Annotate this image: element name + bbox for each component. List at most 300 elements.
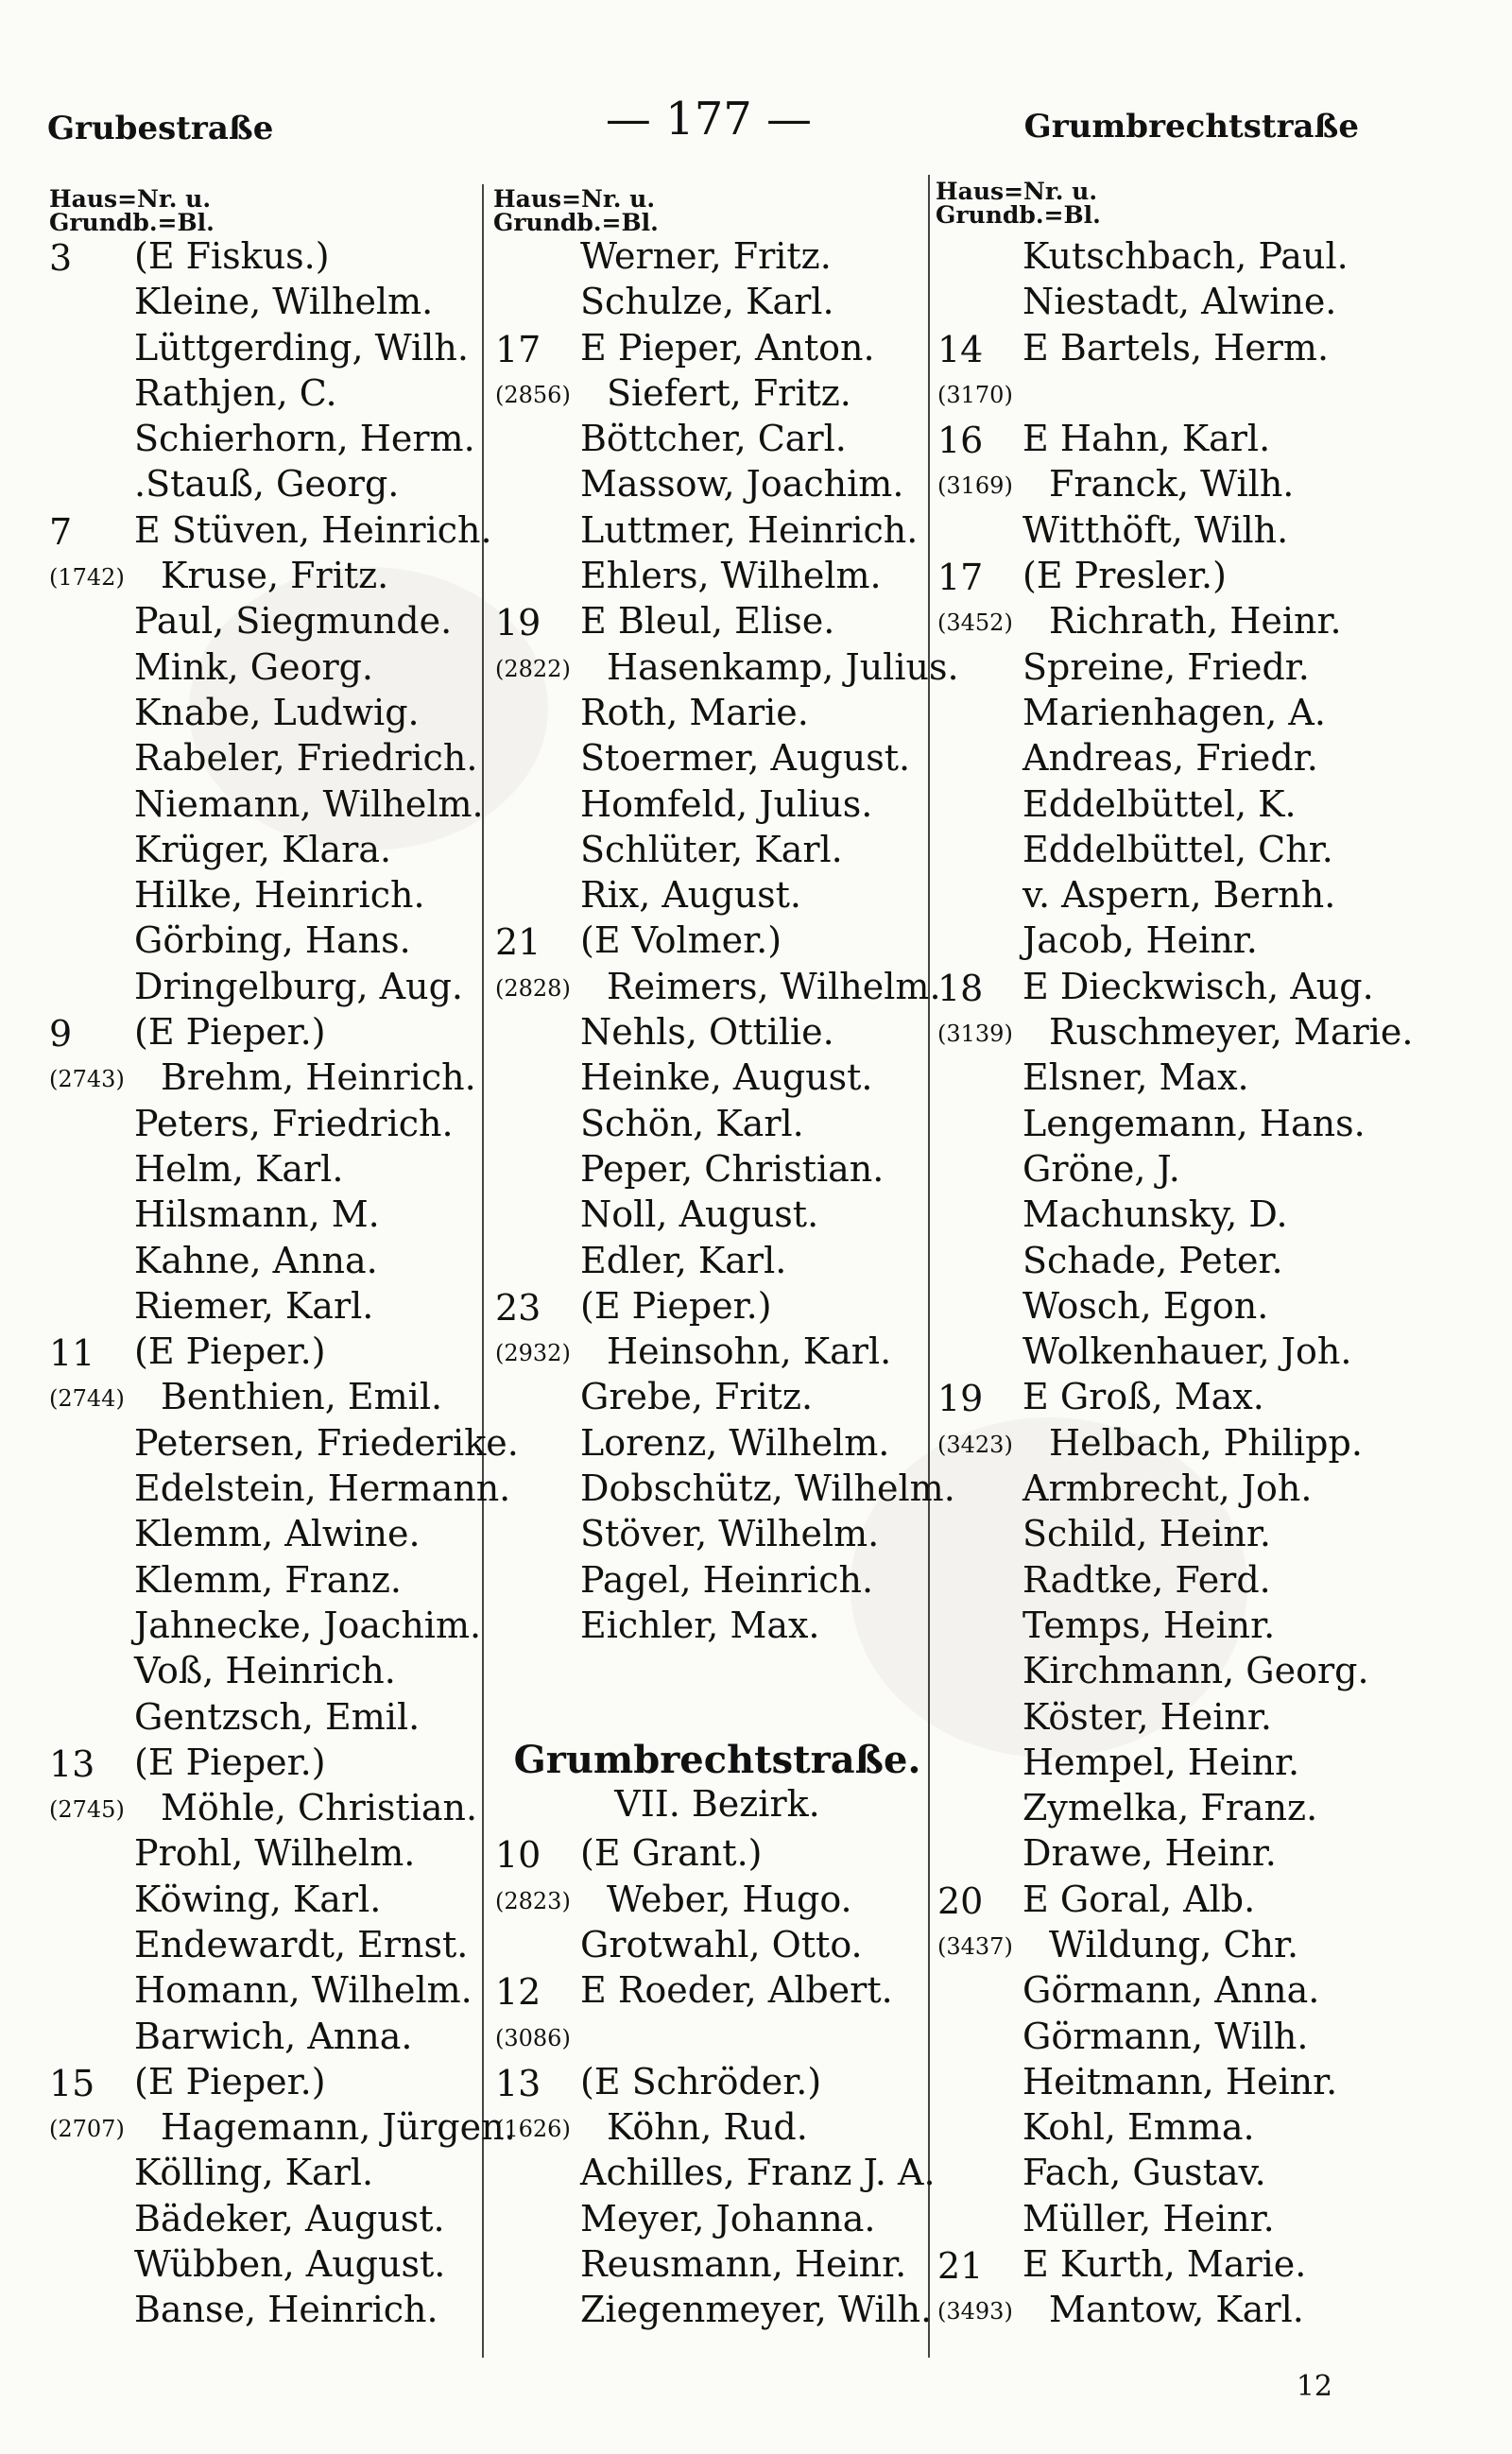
entry-row <box>49 1875 493 1920</box>
resident-name: Kutschbach, Paul. <box>1022 235 1349 277</box>
resident-name: Endewardt, Ernst. <box>134 1923 469 1965</box>
entry-row <box>937 962 1382 1007</box>
entry-row <box>937 1555 1382 1601</box>
entry-row <box>495 1372 939 1417</box>
entry-row <box>937 1509 1382 1554</box>
resident-name: Peters, Friedrich. <box>134 1102 454 1144</box>
resident-name: Radtke, Ferd. <box>1022 1558 1271 1601</box>
signature-mark: 12 <box>1296 2370 1332 2403</box>
resident-name: E Dieckwisch, Aug. <box>1022 965 1374 1007</box>
resident-name: Rathjen, C. <box>134 371 337 414</box>
resident-name: Helm, Karl. <box>134 1147 344 1190</box>
resident-name: Knabe, Ludwig. <box>134 691 420 733</box>
entry-row <box>495 1190 939 1235</box>
entry-row <box>495 551 939 596</box>
resident-name: Dobschütz, Wilhelm. <box>580 1467 955 1510</box>
resident-name: Ruschmeyer, Marie. <box>1049 1011 1414 1054</box>
entry-row <box>937 1372 1382 1420</box>
entry-row <box>937 232 1382 277</box>
ground-book-number: (2822) <box>495 655 571 682</box>
entry-row <box>495 1828 939 1877</box>
resident-name: E Roeder, Albert. <box>580 1969 893 2012</box>
header-right-street: Grumbrechtstraße <box>1023 108 1359 146</box>
resident-name: Hilsmann, M. <box>134 1193 380 1236</box>
col-head-line1: Haus=Nr. u. <box>493 185 656 213</box>
entry-row <box>49 1920 493 1965</box>
resident-name: Voß, Heinrich. <box>134 1650 396 1692</box>
entry-row <box>937 1601 1382 1646</box>
ground-book-number: (3169) <box>937 472 1013 500</box>
entry-row <box>937 1281 1382 1327</box>
col-head-line1: Haus=Nr. u. <box>936 178 1098 205</box>
entry-row <box>49 1190 493 1235</box>
resident-name: E Stüven, Heinrich. <box>134 508 492 551</box>
resident-name: (E Presler.) <box>1022 555 1227 597</box>
house-number: 15 <box>49 2062 95 2104</box>
resident-name: Grotwahl, Otto. <box>580 1923 863 1965</box>
entry-row <box>495 643 959 688</box>
resident-name: Heinsohn, Karl. <box>607 1330 892 1373</box>
resident-name: Böttcher, Carl. <box>580 418 847 460</box>
resident-name: Rabeler, Friedrich. <box>134 737 478 780</box>
resident-name: Kohl, Emma. <box>1022 2106 1255 2149</box>
entry-row <box>495 1601 939 1646</box>
resident-name: Meyer, Johanna. <box>580 2197 876 2239</box>
entry-row <box>495 1327 939 1372</box>
house-number: 17 <box>495 328 541 370</box>
resident-name: Homfeld, Julius. <box>580 782 873 825</box>
entry-row <box>495 596 939 642</box>
entry-row <box>937 1053 1382 1098</box>
entry-row <box>49 1144 493 1190</box>
resident-name: E Goral, Alb. <box>1022 1878 1256 1920</box>
resident-name: Richrath, Heinr. <box>1049 600 1342 643</box>
entry-row <box>937 1327 1382 1372</box>
resident-name: Noll, August. <box>580 1193 819 1236</box>
resident-name: Dringelburg, Aug. <box>134 965 463 1007</box>
entry-row <box>49 277 493 322</box>
resident-name: Drawe, Heinr. <box>1022 1832 1277 1875</box>
entry-row <box>937 733 1382 779</box>
entry-row <box>49 733 493 779</box>
resident-name: Andreas, Friedr. <box>1022 737 1318 780</box>
resident-name: (E Fiskus.) <box>134 235 330 277</box>
entry-row <box>937 780 1382 825</box>
entry-row <box>937 1190 1382 1235</box>
resident-name: Eddelbüttel, Chr. <box>1022 828 1333 870</box>
resident-name: Marienhagen, A. <box>1022 691 1326 733</box>
entry-row <box>495 2057 939 2102</box>
resident-name: Görmann, Wilh. <box>1022 2015 1309 2057</box>
entry-row <box>937 551 1382 599</box>
entry-row <box>937 1646 1382 1691</box>
entry-row <box>937 1418 1382 1464</box>
resident-name: Edelstein, Hermann. <box>134 1467 511 1510</box>
entry-row <box>937 916 1382 961</box>
entry-row <box>495 962 939 1007</box>
house-number: 19 <box>937 1378 984 1420</box>
col-head-line1: Haus=Nr. u. <box>49 185 212 213</box>
ground-book-number: (2823) <box>495 1887 571 1914</box>
resident-name: Görmann, Anna. <box>1022 1969 1320 2012</box>
col-head-line2: Grundb.=Bl. <box>49 209 215 236</box>
entry-row <box>49 1509 493 1554</box>
resident-name: E Kurth, Marie. <box>1022 2243 1307 2286</box>
resident-name: Peper, Christian. <box>580 1147 885 1190</box>
entry-row <box>937 1007 1414 1054</box>
entry-row <box>495 232 939 277</box>
entry-row <box>495 1555 939 1601</box>
entry-row <box>495 1509 939 1554</box>
resident-name: (E Grant.) <box>580 1832 763 1875</box>
page-header <box>0 93 1512 149</box>
entry-row <box>49 232 493 277</box>
house-number: 21 <box>937 2245 984 2288</box>
entry-row <box>937 1965 1382 2011</box>
entry-row <box>49 1555 493 1601</box>
entry-row <box>49 1692 493 1738</box>
entry-row <box>937 1920 1382 1965</box>
resident-name: Kahne, Anna. <box>134 1239 378 1281</box>
entry-row <box>49 369 493 414</box>
resident-name: Hagemann, Jürgen. <box>161 2106 516 2149</box>
resident-name: Schön, Karl. <box>580 1102 804 1144</box>
entry-row <box>937 825 1382 870</box>
resident-name: (E Pieper.) <box>134 1011 326 1054</box>
ground-book-number: (3139) <box>937 1021 1013 1048</box>
entry-row <box>495 1875 939 1920</box>
entry-row <box>49 1828 493 1874</box>
resident-name: Kruse, Fritz. <box>161 555 389 597</box>
col-head-line2: Grundb.=Bl. <box>936 201 1101 229</box>
entry-row <box>937 2057 1382 2102</box>
entry-row <box>495 459 939 505</box>
resident-name: Niestadt, Alwine. <box>1022 281 1337 323</box>
house-number: 16 <box>937 420 984 462</box>
resident-name: Görbing, Hans. <box>134 919 411 962</box>
resident-name: Petersen, Friederike. <box>134 1421 519 1464</box>
entry-row <box>937 277 1382 322</box>
entry-row <box>49 2285 493 2330</box>
resident-name: Fach, Gustav. <box>1022 2152 1266 2194</box>
resident-name: Kirchmann, Georg. <box>1022 1650 1369 1692</box>
entry-row <box>49 2194 493 2239</box>
entry-row <box>495 2239 939 2285</box>
resident-name: (E Pieper.) <box>580 1284 772 1327</box>
entry-row <box>49 506 493 551</box>
resident-name: Paul, Siegmunde. <box>134 600 453 643</box>
entry-row <box>937 688 1382 733</box>
resident-name: E Hahn, Karl. <box>1022 418 1271 460</box>
resident-name: (E Pieper.) <box>134 1330 326 1373</box>
resident-name: Wübben, August. <box>134 2243 446 2286</box>
ground-book-number: (3452) <box>937 609 1013 637</box>
house-number: 13 <box>495 2062 541 2104</box>
resident-name: Weber, Hugo. <box>607 1878 852 1920</box>
entry-row <box>49 688 493 733</box>
resident-name: Kölling, Karl. <box>134 2152 374 2194</box>
house-number: 11 <box>49 1332 95 1375</box>
resident-name: Schulze, Karl. <box>580 281 834 323</box>
resident-name: Reimers, Wilhelm. <box>607 965 941 1007</box>
resident-name: Jahnecke, Joachim. <box>134 1604 482 1646</box>
house-number: 17 <box>937 557 984 599</box>
entry-row <box>495 369 939 414</box>
resident-name: Krüger, Klara. <box>134 828 392 870</box>
entry-row <box>49 780 493 825</box>
column-2 <box>495 232 959 2331</box>
resident-name: (E Schröder.) <box>580 2060 822 2102</box>
ground-book-number: (1626) <box>495 2116 571 2143</box>
resident-name: Heinke, August. <box>580 1056 873 1099</box>
resident-name: Köster, Heinr. <box>1022 1695 1272 1738</box>
column-head-2 <box>493 187 659 234</box>
resident-name: Eddelbüttel, K. <box>1022 782 1297 825</box>
ground-book-number: (2743) <box>49 1066 125 1093</box>
resident-name: Klemm, Franz. <box>134 1558 403 1601</box>
entry-row <box>937 2239 1382 2288</box>
entry-row <box>49 1783 493 1828</box>
resident-name: Köhn, Rud. <box>607 2106 808 2149</box>
resident-name: Möhle, Christian. <box>161 1787 478 1829</box>
ground-book-number: (2932) <box>495 1340 571 1367</box>
entry-row <box>495 2102 939 2148</box>
entry-row <box>495 1053 939 1098</box>
entry-row <box>937 1828 1382 1874</box>
entry-row <box>49 1327 493 1375</box>
entry-row <box>49 825 493 870</box>
house-number: 18 <box>937 967 984 1009</box>
ground-book-number: (1742) <box>49 564 125 592</box>
resident-name: (E Volmer.) <box>580 919 782 962</box>
resident-name: E Bleul, Elise. <box>580 600 835 643</box>
entry-row <box>937 596 1382 642</box>
entry-row <box>937 1875 1382 1920</box>
entry-row <box>937 1236 1382 1281</box>
entry-row <box>937 459 1382 505</box>
resident-name: Hasenkamp, Julius. <box>607 645 959 688</box>
entry-row <box>937 643 1382 688</box>
resident-name: Werner, Fritz. <box>580 235 832 277</box>
resident-name: Machunsky, D. <box>1022 1193 1288 1236</box>
resident-name: Siefert, Fritz. <box>607 371 851 414</box>
entry-row <box>495 1236 939 1281</box>
ground-book-number: (3493) <box>937 2298 1013 2325</box>
house-number: 10 <box>495 1834 541 1877</box>
entry-row <box>495 1099 939 1144</box>
house-number: 3 <box>49 237 73 279</box>
house-number: 20 <box>937 1879 984 1922</box>
resident-name: Hempel, Heinr. <box>1022 1741 1300 1783</box>
resident-name: Helbach, Philipp. <box>1049 1421 1363 1464</box>
resident-name: (E Pieper.) <box>134 1741 326 1783</box>
resident-name: E Bartels, Herm. <box>1022 326 1330 369</box>
resident-name: Armbrecht, Joh. <box>1022 1467 1313 1510</box>
entry-row <box>49 916 493 961</box>
resident-name: Schierhorn, Herm. <box>134 418 475 460</box>
resident-name: Temps, Heinr. <box>1022 1604 1276 1646</box>
resident-name: Müller, Heinr. <box>1022 2197 1275 2239</box>
entry-row <box>495 2012 939 2057</box>
resident-name: Jacob, Heinr. <box>1022 919 1258 962</box>
resident-name: Bädeker, August. <box>134 2197 445 2239</box>
ground-book-number: (3437) <box>937 1932 1013 1960</box>
entry-row <box>495 323 939 369</box>
entry-row <box>495 1920 939 1965</box>
resident-name: .Stauß, Georg. <box>134 463 400 506</box>
resident-name: Stoermer, August. <box>580 737 911 780</box>
entry-row <box>495 733 939 779</box>
entry-row <box>495 2148 939 2193</box>
resident-name: Achilles, Franz J. A. <box>580 2152 936 2194</box>
resident-name: Gentzsch, Emil. <box>134 1695 421 1738</box>
entry-row <box>495 1007 939 1053</box>
entry-row <box>49 962 493 1007</box>
house-number: 21 <box>495 921 541 964</box>
resident-name: Kleine, Wilhelm. <box>134 281 434 323</box>
resident-name: Grebe, Fritz. <box>580 1376 814 1418</box>
entry-row <box>49 1007 493 1053</box>
column-3 <box>937 232 1414 2331</box>
resident-name: Zymelka, Franz. <box>1022 1787 1318 1829</box>
house-number: 19 <box>495 602 541 644</box>
entry-row <box>49 1099 493 1144</box>
resident-name: Ehlers, Wilhelm. <box>580 555 882 597</box>
entry-row <box>937 369 1382 414</box>
entry-row <box>495 506 939 551</box>
entry-row <box>49 2148 493 2193</box>
entry-row <box>49 459 493 505</box>
resident-name: Schlüter, Karl. <box>580 828 843 870</box>
entry-row <box>495 688 939 733</box>
house-number: 12 <box>495 1971 541 2014</box>
resident-name: (E Pieper.) <box>134 2060 326 2102</box>
resident-name: Riemer, Karl. <box>134 1284 374 1327</box>
entry-row <box>495 1281 939 1327</box>
resident-name: Ziegenmeyer, Wilh. <box>580 2289 933 2331</box>
entry-row <box>49 323 493 369</box>
house-number: 7 <box>49 510 73 553</box>
resident-name: Stöver, Wilhelm. <box>580 1513 880 1555</box>
resident-name: Franck, Wilh. <box>1049 463 1295 506</box>
entry-row <box>49 1236 493 1281</box>
entry-row <box>937 414 1382 462</box>
entry-row <box>49 414 493 459</box>
resident-name: Nehls, Ottilie. <box>580 1011 834 1054</box>
resident-name: Köwing, Karl. <box>134 1878 382 1920</box>
ground-book-number: (2744) <box>49 1385 125 1413</box>
entry-row <box>937 2102 1382 2148</box>
ground-book-number: (3086) <box>495 2024 571 2051</box>
resident-name: Schild, Heinr. <box>1022 1513 1271 1555</box>
resident-name: Luttmer, Heinrich. <box>580 508 919 551</box>
entry-row <box>937 1783 1382 1828</box>
entry-row <box>49 2057 493 2102</box>
house-number: 23 <box>495 1286 541 1329</box>
entry-row <box>49 1372 493 1417</box>
entry-row <box>937 870 1382 916</box>
ground-book-number: (2707) <box>49 2116 125 2143</box>
entry-row <box>937 1738 1382 1783</box>
ground-book-number: (2856) <box>495 381 571 408</box>
entry-row <box>49 2102 516 2149</box>
ground-book-number: (2828) <box>495 974 571 1002</box>
entry-row <box>49 2012 493 2057</box>
column-head-3 <box>936 180 1101 227</box>
resident-name: Homann, Wilhelm. <box>134 1969 472 2012</box>
house-number: 9 <box>49 1013 73 1055</box>
entry-row <box>495 1144 939 1190</box>
resident-name: Reusmann, Heinr. <box>580 2243 907 2286</box>
resident-name: Hilke, Heinrich. <box>134 874 425 917</box>
house-number: 14 <box>937 328 984 370</box>
entry-row <box>495 870 939 916</box>
entry-row <box>937 2194 1382 2239</box>
resident-name: Gröne, J. <box>1022 1147 1180 1190</box>
entry-row <box>495 1464 955 1510</box>
entry-row <box>495 1646 939 1691</box>
ground-book-number: (3423) <box>937 1431 1013 1458</box>
resident-name: Prohl, Wilhelm. <box>134 1832 416 1875</box>
header-left-street: Grubestraße <box>47 110 274 147</box>
entry-row <box>49 1601 493 1646</box>
entry-row <box>495 414 939 459</box>
entry-row <box>937 2148 1382 2193</box>
resident-name: Barwich, Anna. <box>134 2015 413 2057</box>
resident-name: Edler, Karl. <box>580 1239 787 1281</box>
column-head-1 <box>49 187 215 234</box>
resident-name: Pagel, Heinrich. <box>580 1558 874 1601</box>
entry-row <box>937 1692 1382 1738</box>
house-number: 13 <box>49 1742 95 1785</box>
entry-row <box>495 1418 939 1464</box>
entry-row <box>495 277 939 322</box>
resident-name: v. Aspern, Bernh. <box>1022 874 1336 917</box>
resident-name: Eichler, Max. <box>580 1604 820 1646</box>
entry-row <box>495 2194 939 2239</box>
resident-name: Wildung, Chr. <box>1049 1923 1299 1965</box>
resident-name: Mink, Georg. <box>134 645 374 688</box>
entry-row <box>937 1099 1382 1144</box>
section-heading: Grumbrechtstraße. <box>513 1737 921 1782</box>
resident-name: Mantow, Karl. <box>1049 2289 1304 2331</box>
entry-row <box>49 1053 493 1098</box>
entry-row <box>495 916 939 964</box>
ground-book-number: (2745) <box>49 1796 125 1824</box>
resident-name: Benthien, Emil. <box>161 1376 443 1418</box>
resident-name: Brehm, Heinrich. <box>161 1056 476 1099</box>
entry-row <box>937 2285 1382 2330</box>
resident-name: Klemm, Alwine. <box>134 1513 421 1555</box>
entry-row <box>49 1418 519 1464</box>
resident-name: Lüttgerding, Wilh. <box>134 326 469 369</box>
resident-name: E Groß, Max. <box>1022 1376 1264 1418</box>
entry-row <box>49 1646 493 1691</box>
entry-row <box>937 323 1382 369</box>
resident-name: Wolkenhauer, Joh. <box>1022 1330 1352 1373</box>
col-head-line2: Grundb.=Bl. <box>493 209 659 236</box>
resident-name: Lengemann, Hans. <box>1022 1102 1366 1144</box>
entry-row <box>49 596 493 642</box>
district-heading: VII. Bezirk. <box>614 1783 820 1826</box>
resident-name: Niemann, Wilhelm. <box>134 782 484 825</box>
resident-name: Heitmann, Heinr. <box>1022 2060 1338 2102</box>
resident-name: Massow, Joachim. <box>580 463 904 506</box>
page-number: — 177 — <box>605 93 813 146</box>
resident-name: Schade, Peter. <box>1022 1239 1283 1281</box>
resident-name: Rix, August. <box>580 874 801 917</box>
resident-name: Wosch, Egon. <box>1022 1284 1269 1327</box>
